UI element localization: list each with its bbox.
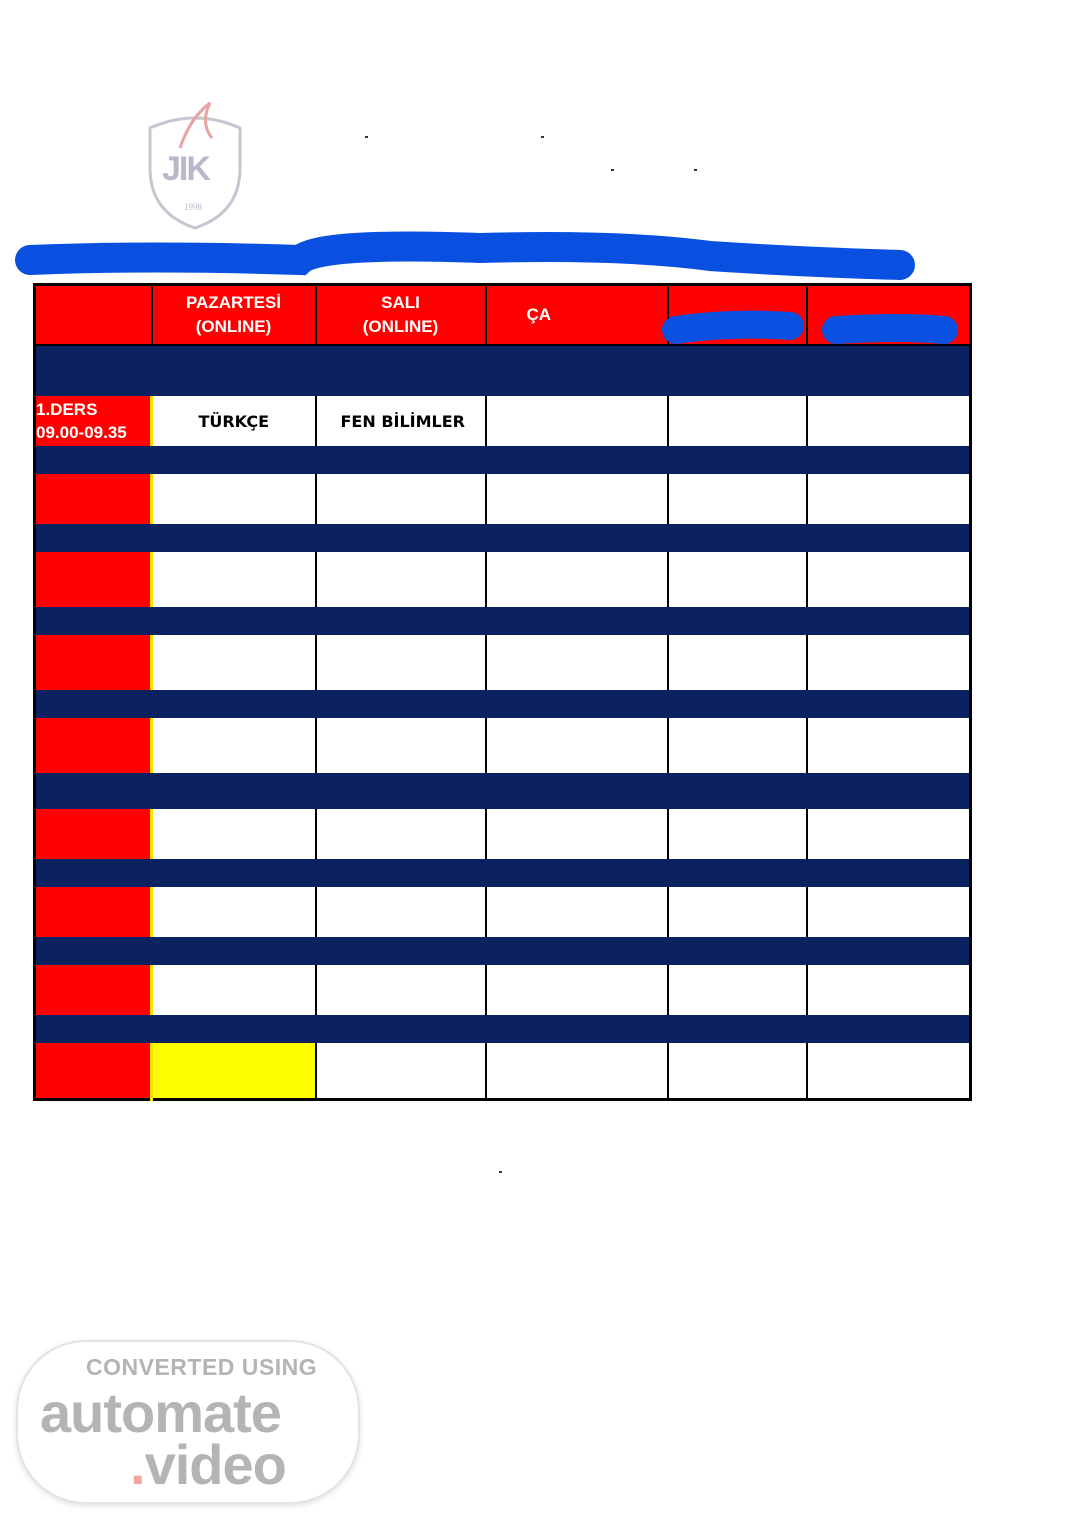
lesson-cell [807,396,971,446]
period-label [35,965,152,1015]
lesson-cell [668,965,807,1015]
lesson-cell [668,1043,807,1100]
lesson-cell [152,809,316,859]
speck [611,169,614,171]
lesson-cell [807,1043,971,1100]
table-row [35,474,971,524]
lesson-cell [807,635,971,690]
logo-year: 1998 [184,202,202,212]
lesson-cell [807,718,971,773]
separator-bar [35,937,971,965]
lesson-cell [316,965,486,1015]
table-row [35,396,971,446]
lesson-cell [807,552,971,607]
period-label [35,1043,152,1100]
header-tuesday-text: SALI (ONLINE) [362,293,439,336]
table-row [35,635,971,690]
table-row [35,1043,971,1100]
lesson-cell [486,965,668,1015]
lesson-cell [668,552,807,607]
lesson-cell [486,396,668,446]
separator-bar [35,690,971,718]
speck [365,136,368,138]
lesson-cell [668,809,807,859]
lesson-cell [486,809,668,859]
lesson-cell [152,552,316,607]
speck [694,169,697,171]
lesson-cell [668,474,807,524]
watermark-line3 [130,1432,286,1497]
header-wednesday: ÇA [486,285,668,346]
lesson-cell [316,635,486,690]
redaction-stroke-title [30,247,900,266]
lesson-cell [486,887,668,937]
speck [541,136,544,138]
period-label [35,718,152,773]
period-label [35,887,152,937]
lesson-cell [668,635,807,690]
table-row [35,718,971,773]
lesson-cell [152,718,316,773]
header-monday-text: PAZARTESİ (ONLINE) [185,293,282,336]
lesson-cell [486,474,668,524]
period-label [35,474,152,524]
lesson-cell [668,718,807,773]
separator-bar [35,446,971,474]
header-friday [807,285,971,346]
lesson-cell [486,635,668,690]
separator-bar [35,607,971,635]
speck [499,1171,502,1173]
header-thursday [668,285,807,346]
period-label [35,635,152,690]
watermark-line2: automate [40,1381,281,1444]
lesson-cell [316,809,486,859]
separator-bar [35,524,971,552]
separator-bar [35,773,971,809]
table-row [35,552,971,607]
table-row [35,809,971,859]
header-row [35,285,971,346]
header-tuesday [316,285,486,346]
lesson-cell [668,396,807,446]
table-row [35,887,971,937]
lesson-cell: FEN BİLİMLER [316,396,486,446]
lesson-cell [316,552,486,607]
watermark-line1: CONVERTED USING [86,1354,318,1380]
lesson-cell [152,965,316,1015]
school-logo [140,98,250,233]
logo-text: JIK [162,150,209,188]
lesson-cell [152,635,316,690]
separator-bar [35,1015,971,1043]
lesson-cell: TÜRKÇE [152,396,316,446]
lesson-cell [152,887,316,937]
separator-bar [35,345,971,396]
weekly-schedule-table [33,283,972,1101]
lesson-cell [807,474,971,524]
period-label [35,552,152,607]
lesson-cell [316,718,486,773]
lesson-cell [152,474,316,524]
lesson-cell [486,718,668,773]
lesson-cell-highlighted [152,1043,316,1100]
separator-bar [35,859,971,887]
lesson-cell [316,887,486,937]
lesson-cell [668,887,807,937]
watermark-video: video [144,1433,286,1496]
lesson-cell [807,887,971,937]
lesson-cell [316,1043,486,1100]
lesson-cell [316,474,486,524]
table-row [35,965,971,1015]
header-monday [152,285,316,346]
lesson-cell [486,1043,668,1100]
watermark-dot: . [130,1433,145,1496]
converter-watermark [16,1340,360,1504]
period-label-text: 1.DERS 09.00-09.35 [36,400,127,442]
period-label [35,809,152,859]
lesson-cell [807,809,971,859]
period-label [35,396,152,446]
lesson-cell [807,965,971,1015]
lesson-cell [486,552,668,607]
header-corner [35,285,152,346]
